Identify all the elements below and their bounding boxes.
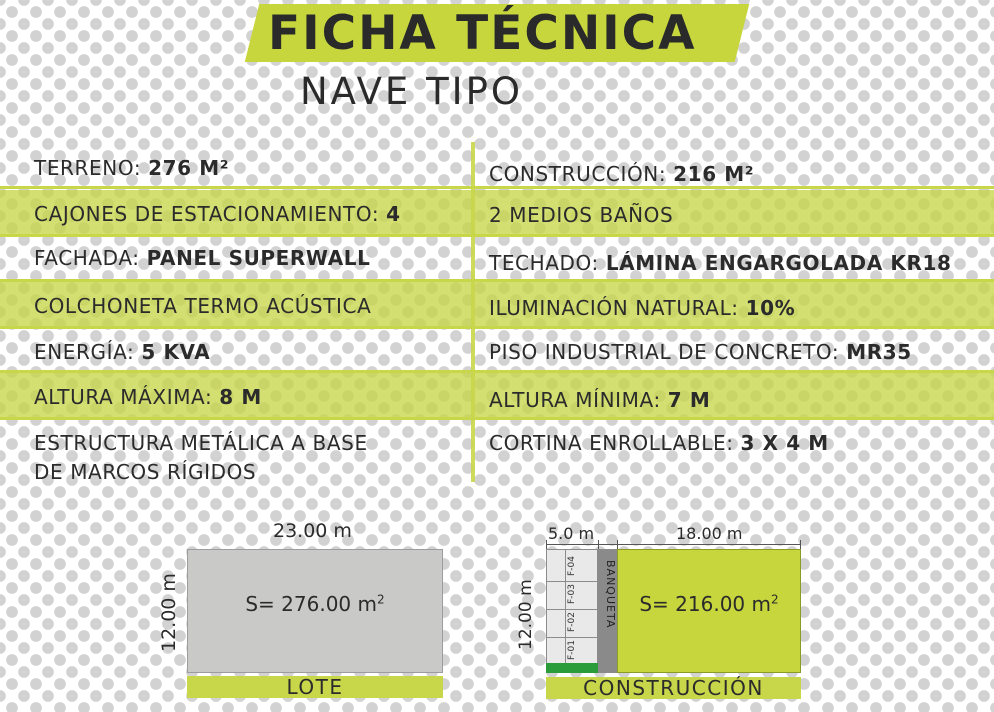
parking-marker	[546, 663, 598, 673]
stall-divider	[546, 637, 598, 638]
spec-cajones: CAJONES DE ESTACIONAMIENTO: 4	[34, 202, 401, 226]
lot-area-label: S= 276.00 $m^2$	[245, 592, 385, 616]
spec-altura-minima: ALTURA MÍNIMA: 7 M	[489, 388, 711, 412]
stall-divider	[565, 549, 566, 663]
lot-caption: LOTE	[286, 675, 344, 699]
spec-terreno: TERRENO: 276 M²	[34, 156, 230, 180]
stall-divider	[546, 581, 598, 582]
dimension-tick	[598, 540, 599, 549]
spec-estructura-line1: ESTRUCTURA METÁLICA A BASE	[34, 431, 368, 455]
spec-iluminacion: ILUMINACIÓN NATURAL: 10%	[489, 296, 796, 320]
sidewalk-label: BANQUETA	[604, 560, 617, 629]
spec-piso: PISO INDUSTRIAL DE CONCRETO: MR35	[489, 340, 912, 364]
band-divider	[0, 326, 994, 329]
spec-colchoneta: COLCHONETA TERMO ACÚSTICA	[34, 294, 372, 318]
lot-height-label: 12.00 m	[158, 573, 180, 652]
dimension-tick	[546, 540, 547, 549]
lot-width-label: 23.00 m	[273, 520, 352, 542]
stall-label: F-02	[566, 612, 577, 632]
stall-divider	[546, 609, 598, 610]
band-divider	[0, 186, 994, 189]
band-divider	[0, 417, 994, 420]
spec-banos: 2 MEDIOS BAÑOS	[489, 203, 674, 227]
stall-label: F-04	[566, 556, 577, 576]
spec-altura-maxima: ALTURA MÁXIMA: 8 M	[34, 385, 262, 409]
spec-fachada: FACHADA: PANEL SUPERWALL	[34, 246, 371, 270]
page-title: FICHA TÉCNICA	[268, 6, 697, 61]
spec-cortina: CORTINA ENROLLABLE: 3 X 4 M	[489, 431, 829, 455]
spec-estructura-line2: DE MARCOS RÍGIDOS	[34, 460, 257, 484]
dimension-tick	[800, 540, 801, 549]
dimension-tick	[617, 540, 618, 549]
dimension-line	[546, 544, 801, 545]
stall-label: F-01	[566, 640, 577, 660]
page-subtitle: NAVE TIPO	[300, 70, 524, 113]
parking-width-label: 5.0 m	[548, 524, 595, 543]
stall-label: F-03	[566, 584, 577, 604]
building-area-label: S= 216.00 $m^2$	[639, 592, 779, 616]
column-divider	[471, 142, 475, 482]
building-height-label: 12.00 m	[516, 579, 536, 650]
spec-energia: ENERGÍA: 5 KVA	[34, 340, 211, 364]
building-caption: CONSTRUCCIÓN	[583, 676, 764, 700]
building-width-label: 18.00 m	[676, 524, 743, 543]
band-divider	[0, 234, 994, 237]
spec-techado: TECHADO: LÁMINA ENGARGOLADA KR18	[489, 251, 952, 275]
spec-construccion: CONSTRUCCIÓN: 216 M²	[489, 162, 755, 186]
